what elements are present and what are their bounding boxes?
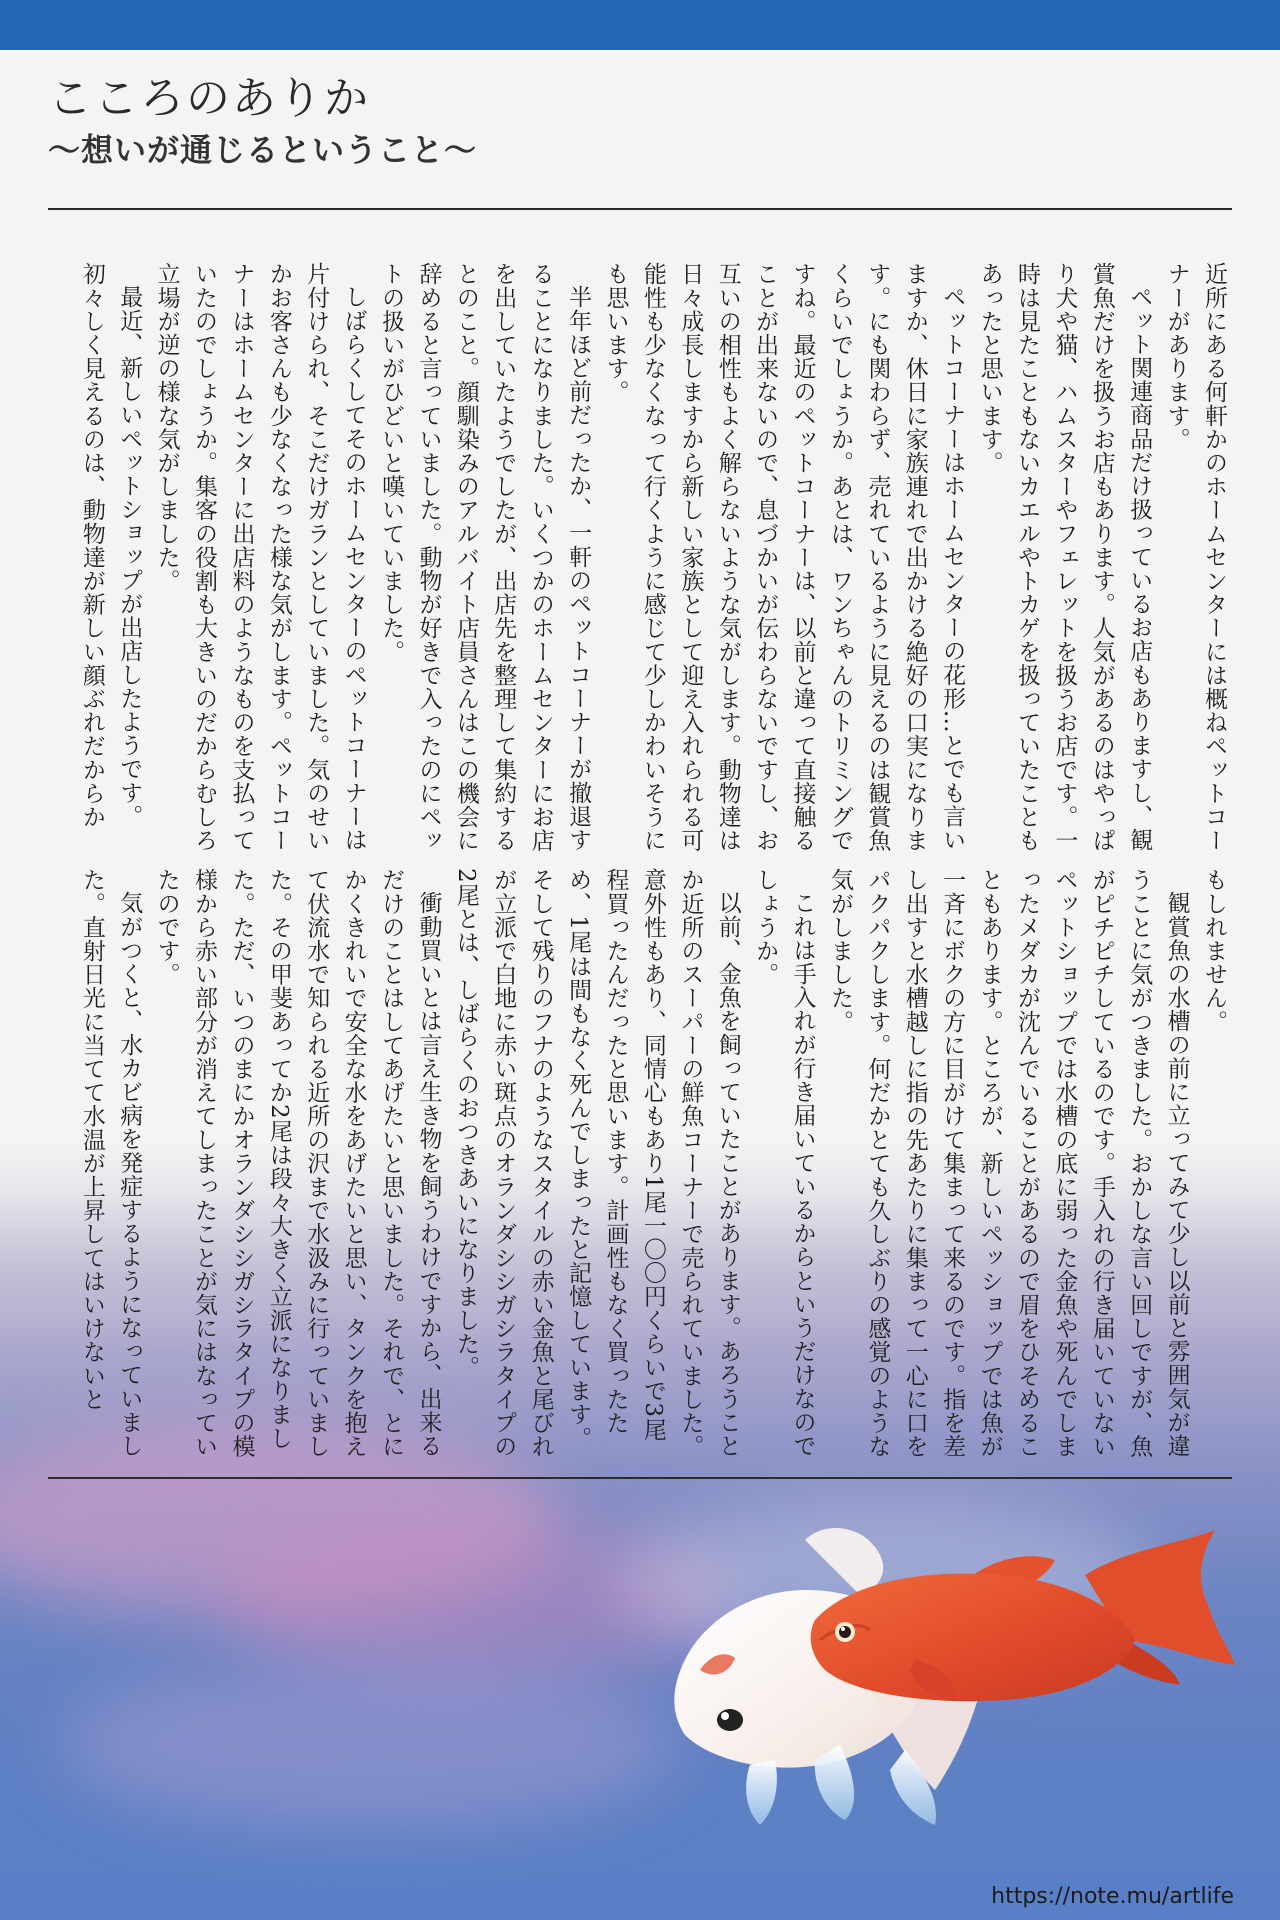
paragraph: 最近、新しいペットショップが出店したようです。初々しく見えるのは、動物達が新しい顔ぶれだからか [78,262,143,829]
paragraph: ペットコーナーはホームセンターの花形…とでも言いますか、休日に家族連れで出かける絶好の口実になります。にも関わらず、売れているように見えるのは観賞魚くらいでしょうか。あとは、ワンちゃんのトリミングですね。最近のペットコーナーは、以前と違って直接触ることが出来ないので、息づかいが伝わらないですし、お互いの相性もよく解らないような気がします。動物達は日々成長しますから新しい家族として迎え入れられる可能性も少なくなって行くように感じて少しかわいそうにも思います。 [602,262,966,852]
paragraph: これは手入れが行き届いているからというだけなのでしょうか。 [752,868,816,1458]
top-divider [48,208,1232,210]
paragraph: 近所にある何軒かのホームセンターには概ねペットコーナーがあります。 [1163,262,1227,852]
pale-cloud [60,1660,680,1830]
top-accent-bar [0,0,1280,50]
source-url[interactable]: https://note.mu/artlife [991,1884,1234,1909]
paragraph: ペット関連商品だけ扱っているお店もありますし、観賞魚だけを扱うお店もあります。人気があるのはやっぱり犬や猫、ハムスターやフェレットを扱うお店です。一時は見たこともないカエルやトカゲを扱っていたこともあったと思います。 [976,262,1153,852]
paragraph: 以前、金魚を飼っていたことがあります。あろうことか近所のスーパーの鮮魚コーナーで売られていました。意外性もあり、同情心もあり1尾一〇〇円くらいで3尾程買ったんだったと思います。計画性もなく買ったため、1尾は間もなく死んでしまったと記憶しています。そして残りのフナのようなスタイルの赤い金魚と尾びれが立派で白地に赤い斑点のオランダシシガシラタイプの2尾とは、しばらくのおつきあいになりました。 [452,868,741,1458]
paragraph: しばらくしてそのホームセンターのペットコーナーは片付けられ、そこだけガランとしていました。気のせいかお客さんも少なくなった様な気がします。ペットコーナーはホームセンターに出店料のようなものを支払っていたのでしょうか。集客の役割も大きいのだからむしろ立場が逆の様な気がしました。 [153,262,367,852]
goldfish-illustration [655,1520,1240,1830]
article-header [48,70,1232,172]
paragraph: 観賞魚の水槽の前に立ってみて少し以前と雰囲気が違うことに気がつきました。おかしな言い回しですが、魚がピチピチしているのです。手入れの行き届いていないペットショップでは水槽の底に弱った金魚や死んでしまったメダカが沈んでいることがあるので眉をひそめることもあります。ところが、新しいペッショップでは魚が一斉にボクの方に目がけて集まって来るのです。指を差し出すと水槽越しに指の先あたりに集まって一心に口をパクパクします。何だかとても久しぶりの感覚のような気がしました。 [826,868,1190,1458]
paragraph: 衝動買いとは言え生き物を飼うわけですから、出来るだけのことはしてあげたいと思いました。それで、とにかくきれいで安全な水をあげたいと思い、タンクを抱えて伏流水で知られる近所の沢まで水汲みに行っていました。その甲斐あってか2尾は段々大きく立派になりました。ただ、いつのまにかオランダシシガシラタイプの模様から赤い部分が消えてしまったことが気にはなっていたのです。 [153,868,442,1458]
paragraph: 半年ほど前だったか、一軒のペットコーナーが撤退することになりました。いくつかのホームセンターにお店を出していたようでしたが、出店先を整理して集約するとのこと。顔馴染みのアルバイト店員さんはこの機会に辞めると言っていました。動物が好きで入ったのにペットの扱いがひどいと嘆いていました。 [378,262,592,852]
paragraph: もしれません。 [1201,868,1227,1034]
paragraph: 気がつくと、水カビ病を発症するようになっていました。直射日光に当てて水温が上昇してはいけないと [78,868,143,1458]
article-subtitle: 〜想いが通じるということ〜 [48,131,478,169]
text-band-upper [48,262,1232,862]
text-band-lower [48,868,1232,1458]
bottom-divider [48,1477,1232,1479]
article-title: こころのありか [48,73,370,124]
